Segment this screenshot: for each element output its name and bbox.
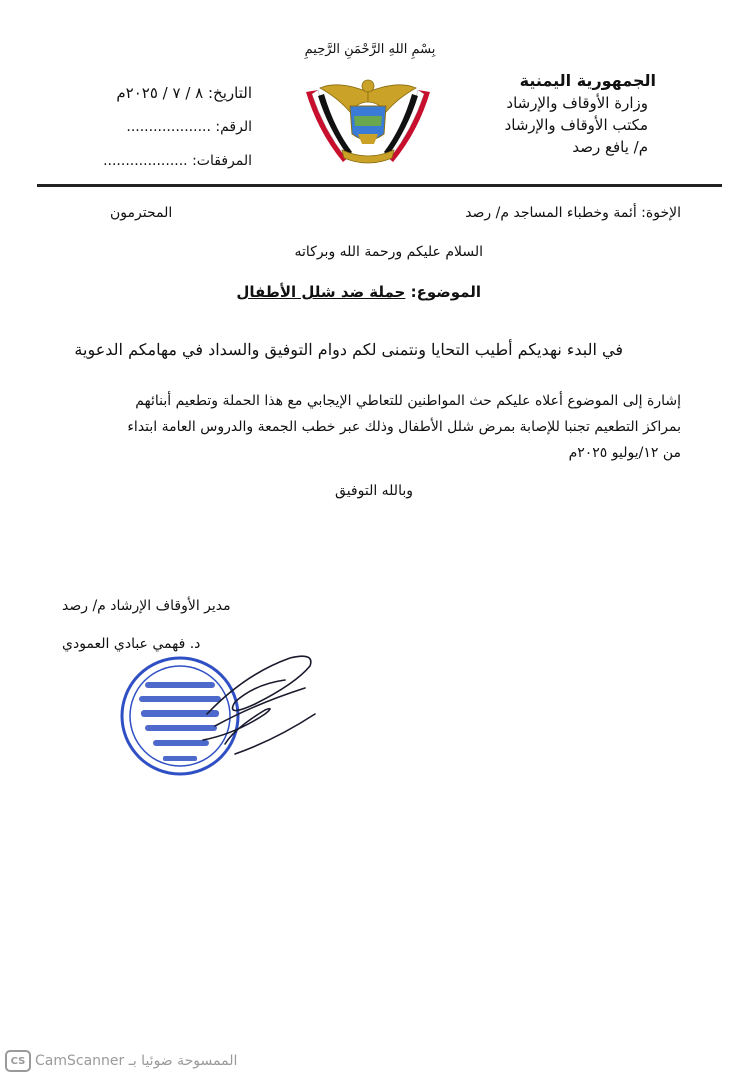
body-line-1: إشارة إلى الموضوع أعلاه عليكم حث المواطنين للتعاطي الإيجابي مع هذا الحملة وتطعيم أبنائهم [135,393,681,409]
number-label: الرقم: [215,119,252,135]
signatory-title: مدير الأوقاف الإرشاد م/ رصد [62,598,231,614]
attachments-value: ................... [103,153,188,169]
subject-line [236,283,481,301]
signatory-name: د. فهمي عبادي العمودي [62,636,201,652]
official-stamp-icon [115,644,325,784]
body-line-3: من ١٢/يوليو ٢٠٢٥م [568,445,681,461]
date-value: ٨ / ٧ / ٢٠٢٥م [116,84,204,102]
attachments-line [82,144,252,178]
addressee: الإخوة: أئمة وخطباء المساجد م/ رصد [465,205,681,221]
reference-block [82,76,252,178]
scanner-footer [5,1050,237,1072]
attachments-label: المرفقات: [192,153,252,169]
district-name: م/ يافع رصد [572,138,648,156]
opening-paragraph: في البدء نهديكم أطيب التحايا ونتمنى لكم دوام التوفيق والسداد في مهامكم الدعوية [74,340,623,359]
date-label: التاريخ: [208,84,252,102]
camscanner-logo-icon: CS [5,1050,31,1072]
office-name: مكتب الأوقاف والإرشاد [504,116,648,134]
body-paragraph [90,388,681,466]
subject-text: حملة ضد شلل الأطفال [236,283,406,301]
sender-header [504,70,656,158]
yemen-emblem-icon [298,72,438,172]
basmala: بِسْمِ اللهِ الرَّحْمَنِ الرَّحِيمِ [304,42,436,57]
header-divider [37,184,722,187]
respected-label: المحترمون [110,205,173,221]
closing-phrase: وبالله التوفيق [335,483,413,499]
country-name: الجمهورية اليمنية [519,71,656,90]
body-line-2: بمراكز التطعيم تجنبا للإصابة بمرض شلل الأطفال وذلك عبر خطب الجمعة والدروس العامة ابتداء [127,419,681,435]
date-line [82,76,252,110]
greeting: السلام عليكم ورحمة الله وبركاته [294,244,483,260]
subject-label: الموضوع: [410,283,481,301]
ministry-name: وزارة الأوقاف والإرشاد [506,94,648,112]
scanner-text: الممسوحة ضوئيا بـ CamScanner [35,1053,238,1069]
number-value: ................... [126,119,211,135]
number-line [82,110,252,144]
